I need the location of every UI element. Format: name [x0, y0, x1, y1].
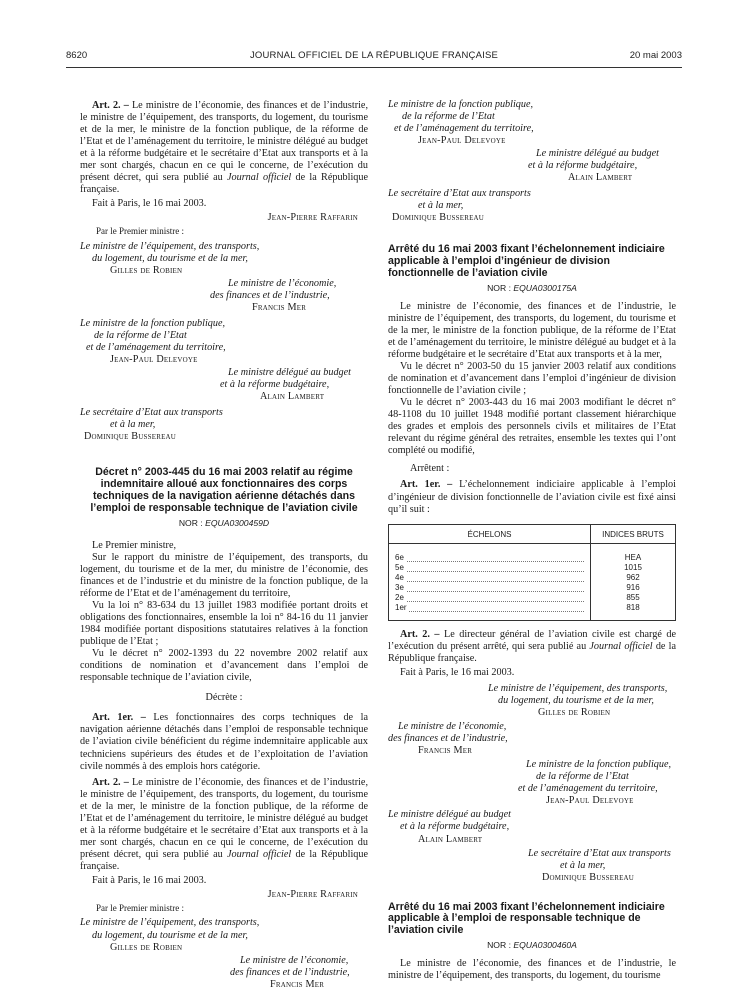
signature-block: Le ministre délégué au budget et à la réforme budgétaire, Alain Lambert [80, 367, 368, 403]
signature-block: Le secrétaire d’Etat aux transports et à la mer, Dominique Bussereau [388, 188, 676, 224]
article-1-paragraph: Art. 1er. – L’échelonnement indiciaire applicable à l’emploi d’ingénieur de division fonctionnelle de l’aviation civile est fixé ainsi qu’il suit : [388, 479, 676, 515]
decree-title: Décret n° 2003-445 du 16 mai 2003 relatif au régime indemnitaire alloué aux fonctionnaires des corps techniques de la navigation aérienne détachés dans l’emploi de responsable technique de l’aviation civile [90, 466, 358, 514]
signature-block: Le ministre de l’équipement, des transports, du logement, du tourisme et de la mer, Gilles de Robien [80, 241, 368, 277]
signature-block: Le ministre de l’économie, des finances et de l’industrie, Francis Mer [80, 278, 368, 314]
visa-paragraph: Sur le rapport du ministre de l’équipement, des transports, du logement, du tourisme et de la mer, du ministre de l’économie, des finances et de l’industrie et du ministre de la fonction publique, de la réforme de l’Etat et de l’aménagement du territoire, [80, 552, 368, 600]
visa-paragraph: Vu le décret n° 2003-443 du 16 mai 2003 modifiant le décret n° 48-1108 du 10 juillet 1948 modifié portant classement hiérarchique des grades et emplois des personnels civils et militaires de l’Etat relevant du régime général des retraites, ensemble les textes qui l’ont complété ou modifié, [388, 397, 676, 457]
signatory-name: Jean-Pierre Raffarin [267, 888, 358, 900]
signatory-name: Gilles de Robien [538, 707, 611, 719]
signatory-name: Alain Lambert [568, 172, 633, 184]
signature-block: Le ministre de la fonction publique, de la réforme de l’Etat et de l’aménagement du territoire, Jean-Paul Delevoye [388, 99, 676, 147]
pm-intro: Le Premier ministre, [92, 540, 177, 551]
fait-line: Fait à Paris, le 16 mai 2003. [400, 667, 515, 679]
signature-block: Le ministre de l’équipement, des transports, du logement, du tourisme et de la mer, Gilles de Robien [80, 917, 368, 953]
signatory-name: Jean-Paul Delevoye [110, 354, 198, 366]
fait-line: Fait à Paris, le 16 mai 2003. [92, 874, 207, 886]
table-row: 5e 1015 [389, 562, 676, 572]
issue-date: 20 mai 2003 [629, 50, 682, 61]
signatory-name: Francis Mer [418, 745, 473, 757]
left-column [80, 100, 368, 991]
echelons-table [388, 524, 676, 621]
table-header-indices: INDICES BRUTS [591, 524, 676, 543]
arrete-title: Arrêté du 16 mai 2003 fixant l’échelonnement indiciaire applicable à l’emploi d’ingénieur de division fonctionnelle de l’aviation civile [388, 243, 665, 280]
signatory-name: Alain Lambert [418, 833, 483, 845]
header-rule [66, 67, 682, 68]
par-premier-ministre: Par le Premier ministre : [96, 226, 184, 237]
nor-reference: NOR : EQUA0300175A [487, 282, 577, 293]
signature-block: Le ministre de l’économie, des finances et de l’industrie, Francis Mer [80, 955, 368, 991]
signature-block: Le ministre délégué au budget et à la réforme budgétaire, Alain Lambert [388, 148, 676, 184]
table-row: 1er 818 [389, 602, 676, 612]
table-row: 6e HEA [389, 552, 676, 562]
page-number: 8620 [66, 50, 88, 61]
arrete-title: Arrêté du 16 mai 2003 fixant l’échelonnement indiciaire applicable à l’emploi de responsable technique de l’aviation civile [388, 900, 665, 937]
article-2-paragraph: Art. 2. – Le ministre de l’économie, des finances et de l’industrie, le ministre de l’équipement, des transports, du logement, du tourisme et de la mer, le ministre de la fonction publique, de la réforme de l’Etat et de l’aménagement du territoire, le ministre délégué au budget et à la réforme budgétaire et le secrétaire d’Etat aux transports et à la mer sont chargés, chacun en ce qui le concerne, de l’exécution du présent décret, qui sera publié au Journal officiel de la République française. [80, 776, 369, 872]
decrete-line: Décrète : [205, 692, 243, 704]
signatory-name: Dominique Bussereau [84, 431, 177, 443]
signature-block: Le secrétaire d’Etat aux transports et à la mer, Dominique Bussereau [388, 848, 676, 884]
signatory-name: Dominique Bussereau [542, 871, 635, 883]
journal-title: JOURNAL OFFICIEL DE LA RÉPUBLIQUE FRANÇAISE [249, 50, 499, 61]
table-row: 3e 916 [389, 582, 676, 592]
signature-block: Le ministre de la fonction publique, de la réforme de l’Etat et de l’aménagement du territoire, Jean-Paul Delevoye [388, 759, 676, 807]
article-2-paragraph: Art. 2. – Le ministre de l’économie, des finances et de l’industrie, le ministre de l’équipement, des transports, du logement, du tourisme et de la mer, le ministre de la fonction publique, de la réforme de l’Etat et de l’aménagement du territoire, le ministre délégué au budget et à la réforme budgétaire et le secrétaire d’Etat aux transports et à la mer sont chargés, chacun en ce qui le concerne, de l’exécution du présent décret, qui sera publié au Journal officiel de la République française. [80, 100, 369, 196]
fait-line: Fait à Paris, le 16 mai 2003. [92, 198, 207, 210]
nor-reference: NOR : EQUA0300460A [487, 940, 577, 951]
article-label: Art. 2. – [92, 100, 129, 111]
signature-block: Le ministre de l’économie, des finances et de l’industrie, Francis Mer [388, 721, 676, 757]
signature-block: Le ministre de l’équipement, des transports, du logement, du tourisme et de la mer, Gilles de Robien [388, 683, 676, 719]
nor-reference: NOR : EQUA0300459D [178, 517, 270, 528]
signatory-name: Jean-Paul Delevoye [546, 795, 634, 807]
article-2-paragraph: Art. 2. – Le directeur général de l’aviation civile est chargé de l’exécution du présent arrêté, qui sera publié au Journal officiel de la République française. [388, 629, 677, 665]
article-1-paragraph: Art. 1er. – Les fonctionnaires des corps techniques de la navigation aérienne détachés dans l’emploi de responsable technique de l’aviation civile bénéficient du régime indemnitaire applicable aux techniciens supérieurs des études et de l’exploitation de l’aviation civile nommés à des emplois hors catégorie. [80, 712, 368, 772]
par-premier-ministre: Par le Premier ministre : [96, 902, 184, 913]
signatory-name: Gilles de Robien [110, 941, 183, 953]
signatory-name: Gilles de Robien [110, 264, 183, 276]
table-row: 2e 855 [389, 592, 676, 602]
right-column [388, 99, 676, 982]
signatory-name: Alain Lambert [260, 391, 325, 403]
signatory-name: Jean-Pierre Raffarin [267, 212, 358, 224]
preamble-paragraph: Le ministre de l’économie, des finances et de l’industrie, le ministre de l’équipement, des transports, du logement, du tourisme [388, 958, 676, 982]
signatory-name: Jean-Paul Delevoye [418, 135, 506, 147]
arretent-line: Arrêtent : [410, 463, 450, 475]
page-header [66, 50, 682, 64]
signature-block: Le ministre de la fonction publique, de la réforme de l’Etat et de l’aménagement du territoire, Jean-Paul Delevoye [80, 318, 368, 366]
visa-paragraph: Vu le décret n° 2003-50 du 15 janvier 2003 relatif aux conditions de nomination et d’avancement dans l’emploi d’ingénieur de division fonctionnelle de l’aviation civile ; [388, 361, 676, 397]
table-row: 4e 962 [389, 572, 676, 582]
signatory-name: Francis Mer [270, 978, 325, 990]
table-header-echelons: ÉCHELONS [389, 524, 591, 543]
visa-paragraph: Vu le décret n° 2002-1393 du 22 novembre 2002 relatif aux conditions de nomination et d’avancement dans l’emploi de responsable technique de l’aviation civile, [80, 648, 368, 684]
signature-block: Le ministre délégué au budget et à la réforme budgétaire, Alain Lambert [388, 809, 676, 845]
signatory-name: Dominique Bussereau [392, 212, 485, 224]
visa-paragraph: Vu la loi n° 83-634 du 13 juillet 1983 modifiée portant droits et obligations des fonctionnaires, ensemble la loi n° 84-16 du 11 janvier 1984 modifiée portant dispositions statutaires relatives à la fonction publique de l’Etat ; [80, 600, 368, 648]
preamble-paragraph: Le ministre de l’économie, des finances et de l’industrie, le ministre de l’équipement, des transports, du logement, du tourisme et de la mer, le ministre de la fonction publique, de la réforme de l’Etat et de l’aménagement du territoire, le ministre délégué au budget et à la réforme budgétaire et le secrétaire d’Etat aux transports et à la mer, [388, 301, 676, 361]
signature-block: Le secrétaire d’Etat aux transports et à la mer, Dominique Bussereau [80, 407, 368, 443]
signatory-name: Francis Mer [252, 302, 307, 314]
